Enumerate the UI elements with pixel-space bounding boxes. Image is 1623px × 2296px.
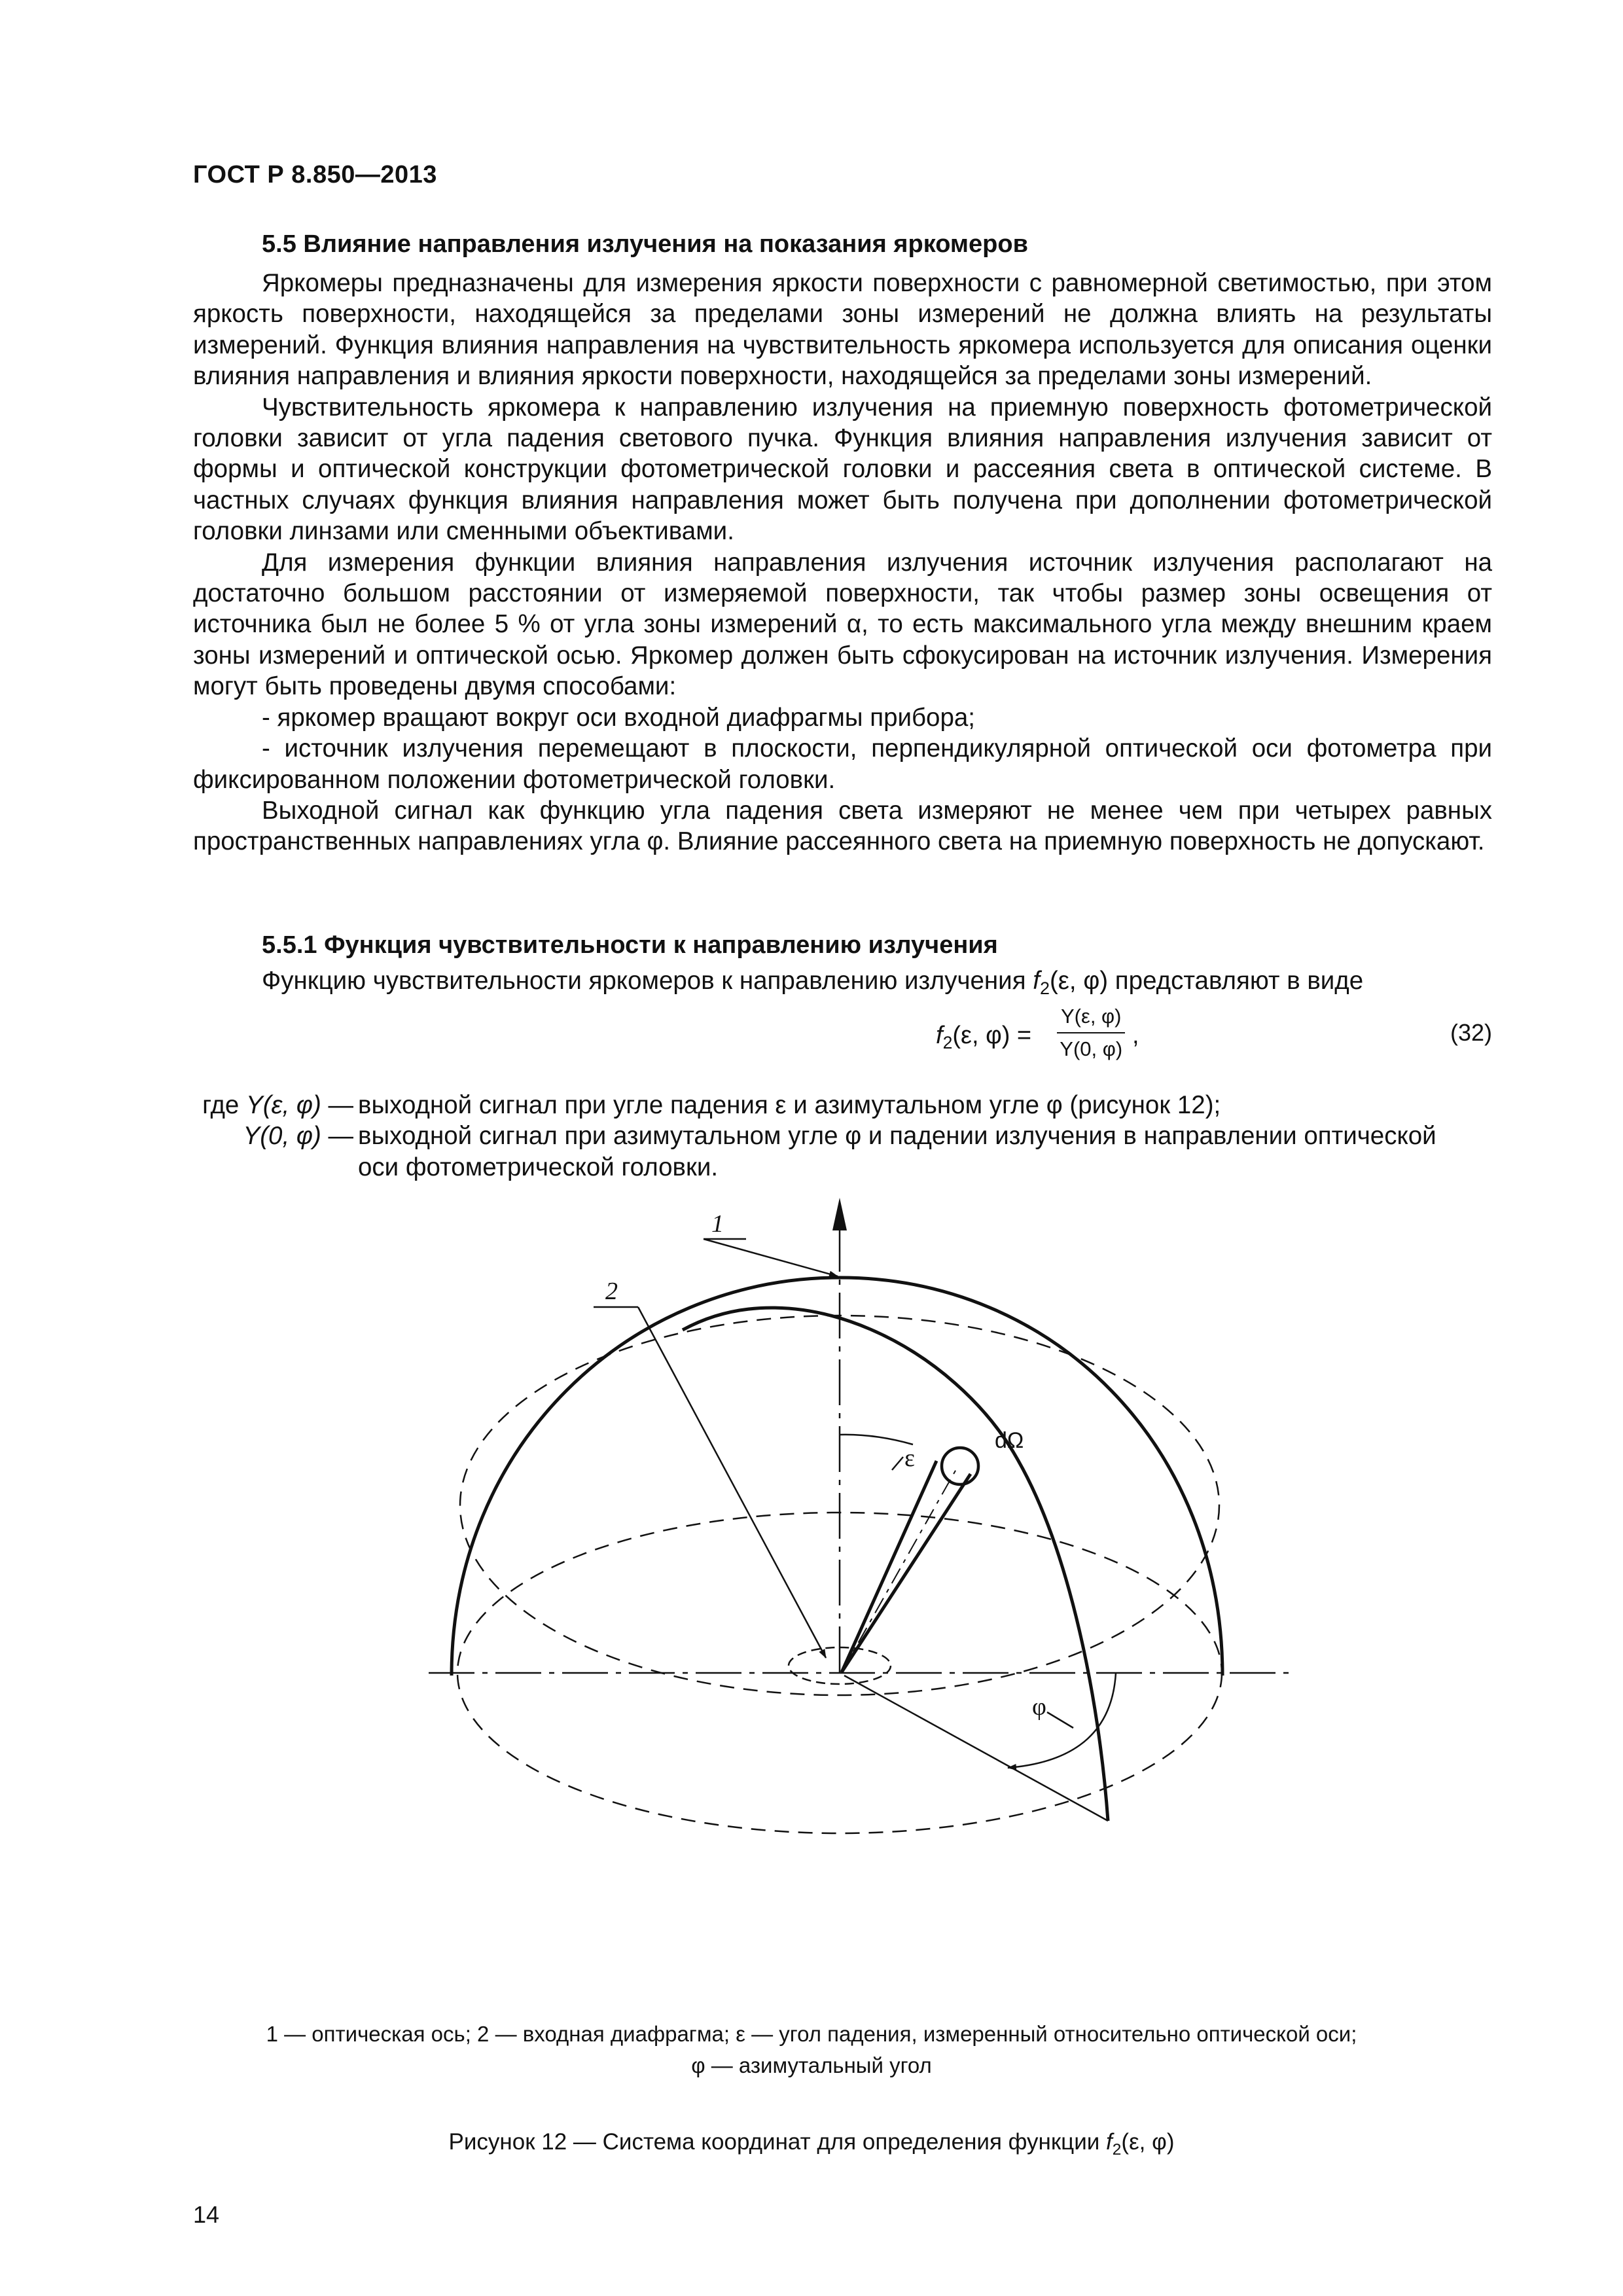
solid-angle-circle — [942, 1448, 978, 1484]
intro-sub: 2 — [1039, 978, 1050, 998]
optical-axis-arrowhead — [832, 1198, 847, 1230]
list-item: - источник излучения перемещают в плоскости, перпендикулярной оптической оси фотометра при фиксированном положении фотометрической головки. — [193, 734, 1492, 794]
epsilon-label: ε — [904, 1444, 915, 1472]
paragraph: Для измерения функции влияния направления излучения источник излучения располагают на достаточно большом расстоянии от измеряемой поверхности, так чтобы размер зоны освещения от источника был не более 5 % от угла зоны измерений α, то есть максимального угла между внешним краем зоны измерений и оптической осью. Яркомер должен быть сфокусирован на источник излучения. Измерения могут быть проведены двумя способами: — [193, 548, 1492, 701]
cone-edge — [842, 1474, 971, 1672]
phi-label: φ — [1032, 1693, 1046, 1721]
equation-lhs: $f_2(\varepsilon$, φ) = — [936, 1022, 1032, 1052]
intro-args: (ε, φ) — [1049, 967, 1109, 995]
hemisphere-outline — [452, 1278, 1222, 1676]
where-item: Y(0, φ) — выходной сигнал при азимутальном угле φ и падении излучения в направлении оптической — [193, 1121, 1492, 1151]
equation-numerator: Y(ε, φ) — [1057, 1005, 1125, 1033]
equation-denominator: Y(0, φ) — [1060, 1037, 1123, 1060]
meridian-arc — [683, 1308, 1108, 1821]
cone-edge — [842, 1461, 936, 1672]
figure-legend-line-2: φ — азимутальный угол — [691, 2053, 932, 2077]
figure-legend-line-1: 1 — оптическая ось; 2 — входная диафрагма; ε — угол падения, измеренный относительно оптической оси; — [266, 2022, 1357, 2046]
domega-label: dΩ — [995, 1428, 1024, 1453]
callout-2-label: 2 — [605, 1278, 618, 1305]
where-item: где Y(ε, φ) — выходной сигнал при угле падения ε и азимутальном угле φ (рисунок 12); — [193, 1090, 1492, 1121]
intro-func: f — [1033, 967, 1040, 995]
callout-1-leader — [704, 1239, 838, 1276]
intro-text: Функцию чувствительности яркомеров к направлению излучения — [262, 967, 1026, 995]
standard-header: ГОСТ Р 8.850—2013 — [193, 161, 437, 188]
equation-comma: , — [1132, 1022, 1139, 1049]
intro-tail: представляют в виде — [1108, 967, 1364, 995]
azimuth-line — [844, 1676, 1108, 1821]
where-desc: выходной сигнал при азимутальном угле φ и падении излучения в направлении оптической — [358, 1122, 1436, 1151]
callout-1-label: 1 — [711, 1210, 724, 1238]
list-item: - яркомер вращают вокруг оси входной диафрагмы прибора; — [262, 703, 975, 732]
page-number: 14 — [193, 2201, 220, 2228]
section-title: 5.5 Влияние направления излучения на показания яркомеров — [262, 230, 1028, 258]
subsection-title: 5.5.1 Функция чувствительности к направлению излучения — [262, 931, 998, 959]
where-desc-continued: оси фотометрической головки. — [358, 1153, 719, 1181]
cone-axis — [842, 1465, 959, 1672]
equation-number: (32) — [1450, 1019, 1492, 1046]
paragraph: Чувствительность яркомера к направлению излучения на приемную поверхность фотометрической головки зависит от угла падения светового пучка. Функция влияния направления излучения зависит от формы и оптической конструкции фотометрической головки и рассеяния света в оптической системе. В частных случаях функция влияния направления может быть получена при дополнении фотометрической головки линзами или сменными объективами. — [193, 393, 1492, 546]
paragraph: Яркомеры предназначены для измерения яркости поверхности с равномерной светимостью, при этом яркость поверхности, находящейся за пределами зоны измерений не должна влиять на результаты измерений. Функция влияния направления на чувствительность яркомера используется для описания оценки влияния направления и влияния яркости поверхности, находящейся за пределами зоны измерений. — [193, 269, 1492, 391]
where-desc: выходной сигнал при угле падения ε и азимутальном угле φ (рисунок 12); — [358, 1091, 1221, 1119]
epsilon-arc — [840, 1435, 913, 1444]
figure-title: Рисунок 12 — Система координат для определения функции $f_2(\varepsilon$, φ) — [448, 2129, 1175, 2159]
paragraph: Выходной сигнал как функцию угла падения света измеряют не менее чем при четырех равных пространственных направлениях угла φ. Влияние рассеянного света на приемную поверхность не допускают. — [193, 796, 1492, 856]
